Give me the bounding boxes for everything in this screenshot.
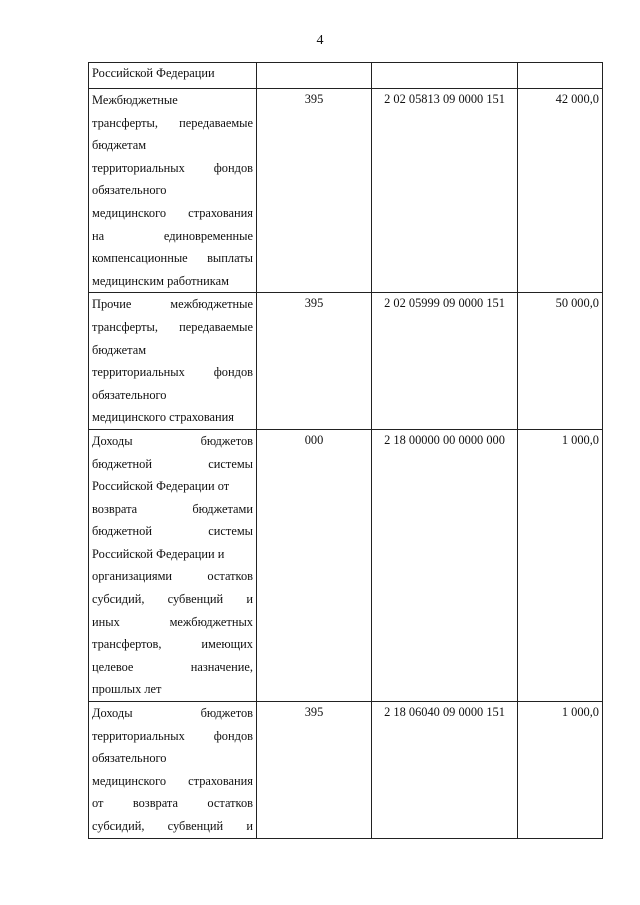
income-name-word: медицинского страхования <box>92 410 234 425</box>
income-name-word: территориальных <box>92 728 185 743</box>
income-name-line <box>89 134 256 157</box>
budget-classification-code-cell: 2 18 06040 09 0000 151 <box>372 702 518 839</box>
income-name-word: остатков <box>207 569 253 584</box>
amount-cell: 42 000,0 <box>518 89 603 293</box>
income-name-word: выплаты <box>207 251 253 266</box>
income-name-word: обязательного <box>92 387 167 402</box>
income-name-line <box>89 270 256 293</box>
income-name-line <box>89 725 256 748</box>
income-name-line <box>89 293 256 316</box>
income-name-line <box>89 406 256 429</box>
income-name-line <box>89 611 256 634</box>
income-name-line <box>89 815 256 838</box>
income-name-word: передаваемые <box>179 115 253 130</box>
income-name-line <box>89 588 256 611</box>
income-name-line <box>89 656 256 679</box>
income-name-line <box>89 520 256 543</box>
income-name-word: межбюджетных <box>169 614 253 629</box>
income-name-line <box>89 498 256 521</box>
admin-code-cell: 395 <box>257 702 372 839</box>
income-name-word: обязательного <box>92 183 167 198</box>
amount-cell: 50 000,0 <box>518 293 603 430</box>
table-row <box>89 429 603 701</box>
income-name-word: медицинского <box>92 773 167 788</box>
income-name-word: Доходы <box>92 706 133 721</box>
income-name-word: возврата <box>92 501 138 516</box>
income-name-word: бюджетной <box>92 524 153 539</box>
income-name-line <box>89 89 256 112</box>
income-name-word: и <box>246 819 253 833</box>
income-name-word: фондов <box>213 728 253 743</box>
amount-cell <box>518 63 603 89</box>
income-name-word: бюджетам <box>92 342 147 357</box>
income-name-word: передаваемые <box>179 319 253 334</box>
income-name-word: трансфертов, <box>92 637 162 652</box>
income-name-line <box>89 384 256 407</box>
income-name-word: обязательного <box>92 751 167 766</box>
income-name-word: страхования <box>188 773 253 788</box>
income-name-word: возврата <box>132 796 178 811</box>
income-name-line <box>89 792 256 815</box>
income-name-word: Российской Федерации и <box>92 546 225 561</box>
income-name-line <box>89 430 256 453</box>
income-name-line <box>89 633 256 656</box>
amount-cell: 1 000,0 <box>518 429 603 701</box>
income-name-word: бюджетов <box>200 433 253 448</box>
income-name-word: назначение, <box>190 659 253 674</box>
income-name-word: субсидий, <box>92 592 145 607</box>
budget-table-body <box>89 63 603 839</box>
income-name-cell <box>89 702 257 839</box>
admin-code-cell: 395 <box>257 89 372 293</box>
income-name-line <box>89 747 256 770</box>
income-name-word: фондов <box>213 160 253 175</box>
income-name-word: Российской Федерации от <box>92 479 230 494</box>
income-name-word: территориальных <box>92 160 185 175</box>
income-name-cell <box>89 89 257 293</box>
table-row <box>89 702 603 839</box>
income-name-cell <box>89 63 257 89</box>
income-name-cell <box>89 293 257 430</box>
budget-classification-code-cell: 2 02 05813 09 0000 151 <box>372 89 518 293</box>
income-name-word: субвенций <box>167 819 224 833</box>
income-name-word: Доходы <box>92 433 133 448</box>
income-name-word: субсидий, <box>92 819 145 833</box>
income-name-line <box>89 316 256 339</box>
income-name-cell <box>89 429 257 701</box>
income-name-word: целевое <box>92 659 134 674</box>
income-name-line <box>89 179 256 202</box>
income-name-word: медицинским работникам <box>92 273 229 288</box>
income-name-line <box>89 225 256 248</box>
income-name-word: иных <box>92 614 120 629</box>
income-name-word: бюджетов <box>200 706 253 721</box>
income-name-word: Российской Федерации <box>92 66 215 80</box>
income-name-word: и <box>246 592 253 607</box>
admin-code-cell: 000 <box>257 429 372 701</box>
income-name-line <box>89 247 256 270</box>
income-name-line <box>89 475 256 498</box>
income-name-line <box>89 543 256 566</box>
income-name-word: фондов <box>213 365 253 380</box>
income-name-line <box>89 339 256 362</box>
income-name-line <box>89 157 256 180</box>
income-name-line <box>89 702 256 725</box>
budget-classification-code-cell: 2 02 05999 09 0000 151 <box>372 293 518 430</box>
income-name-word: системы <box>208 524 253 539</box>
income-name-word: Межбюджетные <box>92 93 178 107</box>
budget-classification-code-cell: 2 18 00000 00 0000 000 <box>372 429 518 701</box>
income-name-line <box>89 565 256 588</box>
budget-classification-code-cell <box>372 63 518 89</box>
income-name-word: организациями <box>92 569 173 584</box>
income-name-word: прошлых лет <box>92 682 162 697</box>
table-row <box>89 89 603 293</box>
income-name-word: межбюджетные <box>170 297 253 312</box>
income-name-word: бюджетам <box>92 138 147 153</box>
income-name-word: остатков <box>207 796 253 811</box>
admin-code-cell <box>257 63 372 89</box>
income-name-word: единовременные <box>163 228 253 243</box>
income-name-line <box>89 112 256 135</box>
income-name-word: медицинского <box>92 205 167 220</box>
income-name-word: имеющих <box>201 637 253 652</box>
income-name-word: бюджетной <box>92 456 153 471</box>
admin-code-cell: 395 <box>257 293 372 430</box>
income-name-word: Прочие <box>92 297 132 312</box>
income-name-line <box>89 678 256 701</box>
income-name-word: территориальных <box>92 365 185 380</box>
income-name-line <box>89 453 256 476</box>
page-number: 4 <box>316 33 324 48</box>
income-name-word: от <box>92 796 104 811</box>
income-name-line <box>89 202 256 225</box>
amount-cell: 1 000,0 <box>518 702 603 839</box>
income-name-word: на <box>92 228 105 243</box>
income-name-line <box>89 63 256 84</box>
income-name-line <box>89 770 256 793</box>
income-name-word: системы <box>208 456 253 471</box>
income-name-line <box>89 361 256 384</box>
budget-table <box>88 62 603 839</box>
table-row <box>89 63 603 89</box>
income-name-word: субвенций <box>167 592 224 607</box>
income-name-word: страхования <box>188 205 253 220</box>
income-name-word: трансферты, <box>92 319 158 334</box>
income-name-word: трансферты, <box>92 115 158 130</box>
table-row <box>89 293 603 430</box>
income-name-word: компенсационные <box>92 251 188 266</box>
income-name-word: бюджетами <box>192 501 253 516</box>
